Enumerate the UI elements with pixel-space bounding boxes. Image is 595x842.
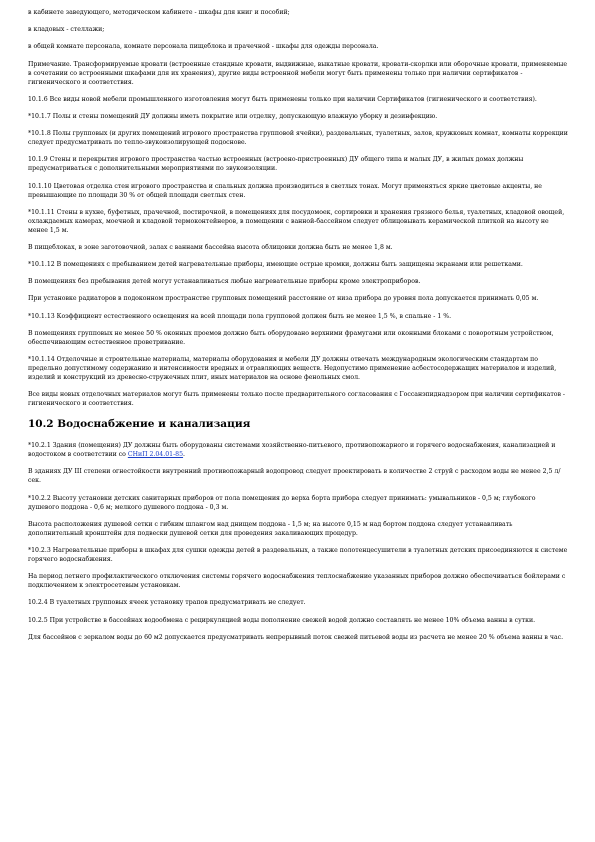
- paragraph: Для бассейнов с зеркалом воды до 60 м2 допускается предусматривать непрерывный поток свежей питьевой воды из расчета не менее 20 % объема ванны в час.: [28, 633, 564, 641]
- paragraph: *10.1.8 Полы групповых (и других помещений игрового пространства групповой ячейки), раздевальных, туалетных, залов, кружковых комнат, комнаты коррекции следует предусматривать по тепло-звукоизолирующей подоснове.: [28, 130, 568, 147]
- snip-link[interactable]: СНиП 2.04.01-85: [127, 451, 184, 459]
- paragraph: 10.2.5 При устройстве в бассейнах водообмена с рециркуляцией воды пополнение свежей водой должно составлять не менее 10% объема ванны в сутки.: [28, 616, 536, 624]
- paragraph: в кладовых - стеллажи;: [28, 26, 105, 34]
- paragraph: 10.1.6 Все виды новой мебели промышленного изготовления могут быть применены только при наличии Сертификатов (гигиенического и соответствия).: [28, 95, 537, 103]
- section-heading: 10.2 Водоснабжение и канализация: [28, 418, 251, 431]
- paragraph: Примечание. Трансформируемые кровати (встроенные стандные кровати, выдвижные, выкатные кровати, кровати-скорлки или оборочные кровати, применяемые в сочетании со встроенными шкафами для их хранения), другие виды встроенной мебели могут быть применены только при наличии сертификатов - гигиенического и соответствия.: [28, 60, 568, 86]
- paragraph: 10.2.4 В туалетных групповых ячеек установку трапов предусматривать не следует.: [28, 599, 306, 607]
- paragraph: В помещениях без пребывания детей могут устанавливаться любые нагревательные приборы кроме электроприборов.: [28, 278, 421, 286]
- paragraph: В зданиях ДУ III степени огнестойкости внутренний противопожарный водопровод следует проектировать в количестве 2 струй с расходом воды не менее 2,5 л/сек.: [28, 468, 561, 485]
- paragraph: 10.1.9 Стены и перекрытия игрового пространства частью встроенных (встроено-пристроенных) ДУ общего типа и малых ДУ, в жилых домах должны предусматриваться с дополнительными мероприятиями по звукоизоляции.: [28, 156, 524, 173]
- paragraph: В помещениях групповых не менее 50 % оконных проемов должно быть оборудовано верхними фрамугами или оконными блоками с поворотным устройством, обеспечивающим естественное проветривание.: [28, 329, 554, 346]
- paragraph: В пищеблоках, в зоне заготовочной, залах с ваннами бассейна высота облицовки должна быть не менее 1,8 м.: [28, 243, 393, 251]
- paragraph: в кабинете заведующего, методическом кабинете - шкафы для книг и пособий;: [28, 9, 290, 16]
- paragraph: в общей комнате персонала, комнате персонала пищеблока и прачечной - шкафы для одежды персонала.: [28, 43, 379, 51]
- paragraph: *10.1.14 Отделочные и строительные материалы, материалы оборудования и мебели ДУ должны отвечать международным экологическим стандартам по предельно допустимому содержанию и интенсивности вредных и отравляющих веществ. Недопустимо применение асбестосодержащих материалов и изделий, изделий и конструкций из древесно-стружечных плит, иных материалов на основе фенольных смол.: [28, 356, 557, 381]
- paragraph: При установке радиаторов в подоконном пространстве групповых помещений расстояние от низа прибора до уровня пола допускается принимать 0,05 м.: [28, 295, 539, 303]
- paragraph: *10.1.11 Стены в кухне, буфетных, прачечной, постирочной, в помещениях для посудомоек, сортировки и хранения грязного белья, туалетных, кладовой овощей, охлаждаемых камерах, моечной и кладовой термоконтейнеров, в помещении с ванной-бассейном следует облицовывать керамической плиткой на высоту не менее 1,5 м.: [28, 208, 565, 234]
- paragraph: На период летнего профилактического отключения системы горячего водоснабжения теплоснабжение указанных приборов должно обеспечиваться бойлерами с подключением к электросетевым установкам.: [28, 573, 566, 590]
- paragraph-text: *10.2.1 Здания (помещения) ДУ должны быть оборудованы системами хозяйственно-питьевого, противопожарного и горячего водоснабжения, канализацией и водостоком в соответствии со: [28, 442, 556, 459]
- paragraph: *10.2.2 Высоту установки детских санитарных приборов от пола помещения до верха борта прибора следует принимать: умывальников - 0,5 м; глубокого душевого поддона - 0,6 м; мелкого душевого поддона - 0,3 м.: [28, 494, 536, 511]
- paragraph: [28, 441, 568, 459]
- paragraph-text: .: [183, 451, 186, 459]
- paragraph: Все виды новых отделочных материалов могут быть применены только после предварительного согласования с Госсанэпиднадзором при наличии сертификатов - гигиенического и соответствия.: [28, 391, 566, 408]
- paragraph: *10.1.13 Коэффициент естественного освещения на всей площади пола групповой должен быть не менее 1,5 %, в спальне - 1 %.: [28, 312, 452, 320]
- document-page: [28, 8, 568, 650]
- paragraph: Высота расположения душевой сетки с гибким шлангом над днищем поддона - 1,5 м; на высоте 0,15 м над бортом поддона следует устанавливать дополнительный кронштейн для подвески душевой сетки для проведения закаливающих процедур.: [28, 520, 513, 537]
- paragraph: *10.1.12 В помещениях с пребыванием детей нагревательные приборы, имеющие острые кромки, должны быть защищены экранами или решетками.: [28, 261, 523, 269]
- paragraph: *10.1.7 Полы и стены помещений ДУ должны иметь покрытие или отделку, допускающую влажную уборку и дезинфекцию.: [28, 112, 438, 120]
- paragraph: *10.2.3 Нагревательные приборы в шкафах для сушки одежды детей в раздевальных, а также полотенцесушители в туалетных детских присоединяются к системе горячего водоснабжения.: [28, 546, 568, 563]
- paragraph: 10.1.10 Цветовая отделка стен игрового пространства и спальных должна производиться в светлых тонах. Могут применяться яркие цветовые акценты, не превышающие по площади 30 % от общей площади светлых стен.: [28, 182, 542, 199]
